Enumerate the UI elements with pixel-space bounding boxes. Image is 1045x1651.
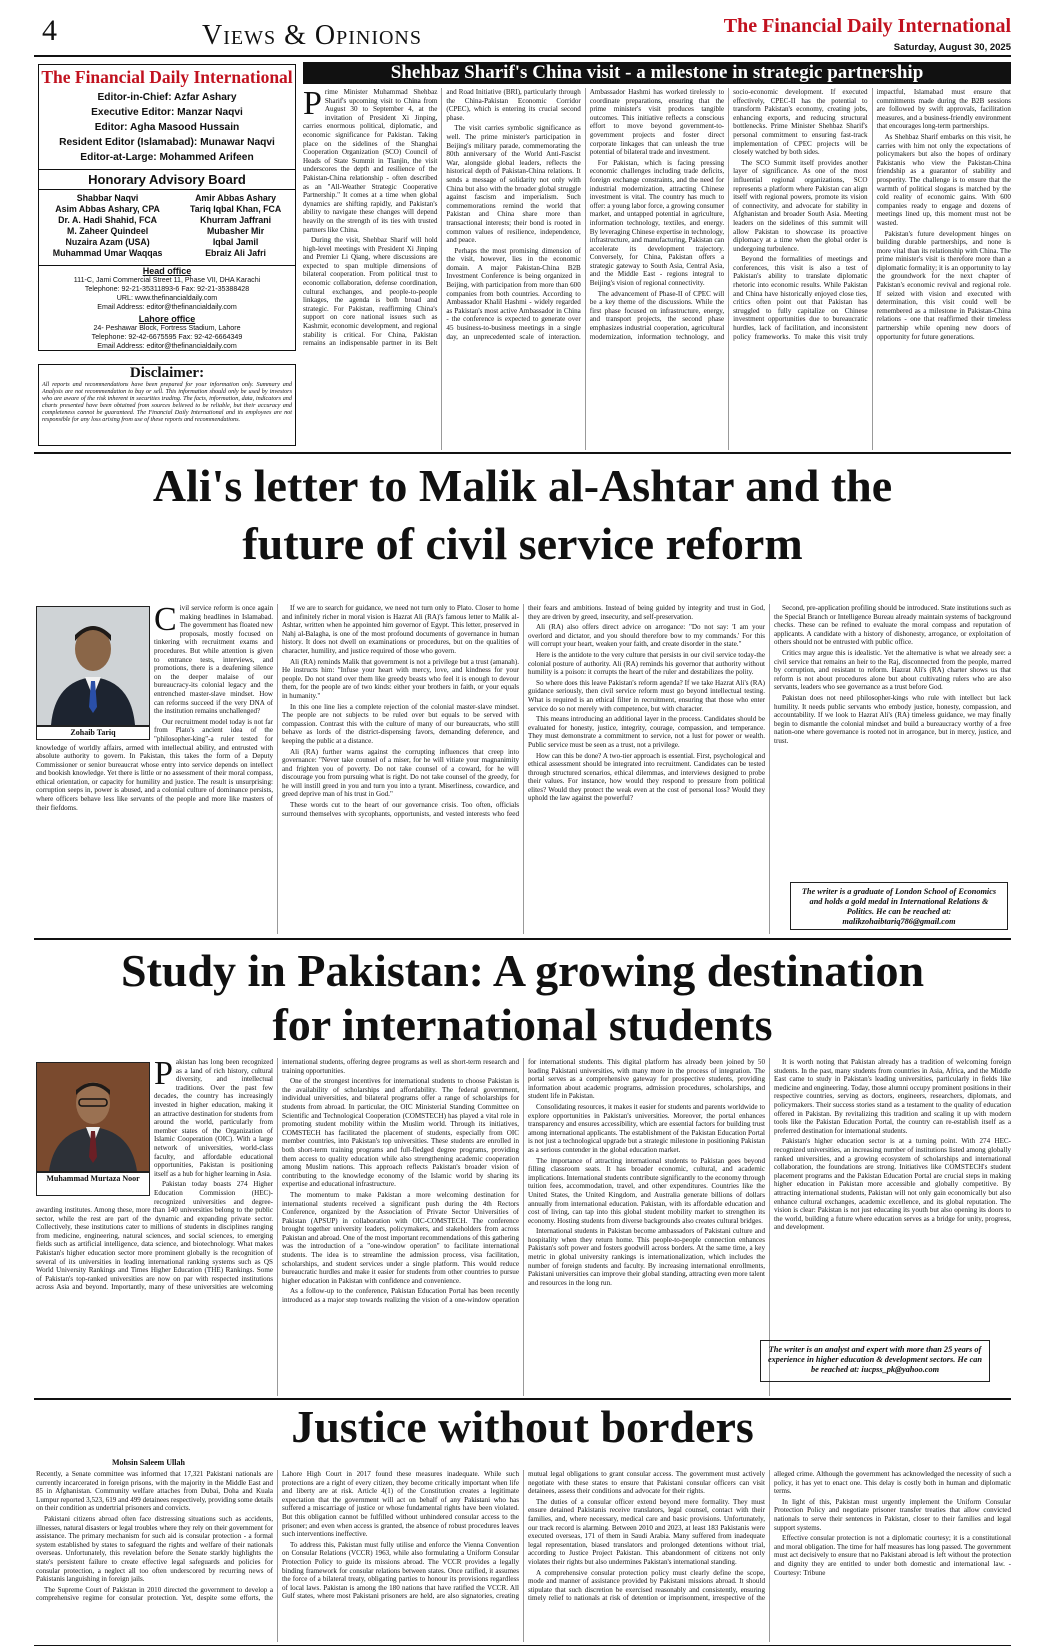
paragraph-text: How can this be done? A two-tier approach is essential. First, psychological and ethical assessment should be integrated into recruitment. Candidates can be tested through structured scenarios, ethical dilemmas, and interviews designed to probe their values. For instance, how would they respond to pressure from political elites? Would they protect the weak even at the cost of personal loss? Would they uphold the law against the powerful? xyxy=(528,751,765,803)
paragraph-text: To address this, Pakistan must fully utilise and enforce the Vienna Convention on Consular Relations (VCCR) 1963, while also formulating a Uniform Consular Protection Policy to guide its missions abroad. The VCCR provides a legally binding framework for consular relations between states. Once ratified, it assumes the force of a bilateral treaty, obligating parties to honour its provisions regardless of local laws. Pakistan is among the 180 nations that have ratified the VCCR. All Gulf states, where most Pakistani prisoners are held, are also signatories, creating mutual legal obligations to grant consular access. The government must actively negotiate with these states to ensure that Pakistani consular officers can visit detainees, assess their conditions and advocate for their rights. xyxy=(282,1470,765,1601)
lahore-office-title: Lahore office xyxy=(138,314,196,324)
article-paragraph xyxy=(528,752,765,804)
paragraph-text: The duties of a consular officer extend beyond mere formality. They must ensure detained Pakistanis receive translators, legal counsel, contact with their families, and, where necessary, medical care and basic provisions. Unfortunately, our track record is alarming. Between 2010 and 2023, at least 183 Pakistanis were executed overseas, 171 of them in Saudi Arabia. Many suffered from inadequate legal representation, biased translators and prolonged detentions without trial, according to Justice Project Pakistan. This abandonment of citizens not only violates their rights but also undermines Pakistan's international standing. xyxy=(528,1497,765,1566)
office-box xyxy=(38,264,296,351)
paragraph-text: Pakistan today boasts 274 Higher Education Commission (HEC)-recognized universities and degree-awarding institutes. Among these, more than 140 universities belong to the public sector, while the rest are part of the dynamic and expanding private sector. Collectively, these institutions cater to millions of students in disciplines ranging from medicine, engineering, natural sciences, and social sciences, to emerging fields such as artificial intelligence, data science, and biotechnology. What makes Pakistan's higher education sector more prominent globally is the recognition of several of its universities in leading international ranking systems such as QS World University Rankings and Times Higher Education (THE) Rankings. Some of Pakistan's top-ranked universities are now on par with respected institutions across Asia and beyond. Importantly, many of these universities are welcoming international students, offering degree programs as well as short-term research and training opportunities. xyxy=(36,1058,519,1292)
paragraph-text: Here is the antidote to the very culture that persists in our civil service today-the colonial posture of authority. Ali (RA) reminds his governor that authority without humility is a poison: it corrupts the heart of the ruler and destabilizes the polity. xyxy=(528,650,765,677)
paragraph-text: Pakistan does not need philosopher-kings who rule with intellect but lack humility. It needs public servants who embody justice, honesty, compassion, and accountability. If we look to Hazrat Ali's (RA) timeless guidance, we may finally begin to dismantle the colonial mindset and build a bureaucracy worthy of a free nation-one where governance is rooted not in arrogance, but in mercy, justice, and trust. xyxy=(774,693,1011,745)
editor-line: Resident Editor (Islamabad): Munawar Naqvi xyxy=(59,137,275,148)
article-paragraph xyxy=(528,1227,765,1287)
bio-spacer xyxy=(774,1234,1011,1290)
office-line: URL: www.thefinancialdaily.com xyxy=(116,294,218,302)
paragraph-text: rime Minister Muhammad Shehbaz Sharif's upcoming visit to China from August 30 to September 4, at the invitation of President Xi Jinping, carries enormous political, diplomatic, and economic significance for Pakistan. Taking place on the sidelines of the Shanghai Cooperation Organization (SCO) Council of Heads of State Summit in Tianjin, the visit underscores the depth and resilience of the Pakistan-China relationship - often described as an "All-Weather Strategic Cooperative Partnership." It comes at a time when global dynamics are shifting rapidly, and Pakistan's ability to navigate these changes will depend heavily on the strength of its ties with trusted partners like China. xyxy=(303,88,438,234)
paragraph-text: Pakistani citizens abroad often face distressing situations such as accidents, illnesses, natural disasters or legal troubles where they rely on their government for assistance. The primary mechanism for such aid is consular protection - a formal system established by states to safeguard the rights and welfare of their nationals overseas. Unfortunately, this revelation before the Senate starkly highlights the state's persistent failure to create effective legal safeguards and policies for consular protection, a neglect all too often underscored by recurring news of Pakistanis languishing in foreign jails. xyxy=(36,1514,273,1584)
article-paragraph xyxy=(528,1157,765,1226)
article-paragraph xyxy=(303,88,437,234)
article3-title-line2: for international students xyxy=(272,999,773,1050)
advisory-left-column xyxy=(53,193,163,259)
article4-byline: Mohsin Saleem Ullah xyxy=(112,1458,185,1467)
paragraph-text: International students in Pakistan become ambassadors of Pakistani culture and hospitality when they return home. This people-to-people connection enhances Pakistan's soft power and fosters goodwill across borders. At the same time, a key metric in global university rankings is internationalization, which includes the number of foreign students and faculty. By increasing international enrollments, Pakistani universities can improve their global standing, attracting even more talent and resources in the long run. xyxy=(528,1227,765,1287)
paragraph-text: Our recruitment model today is not far from Plato's ancient idea of the "philosopher-king"-a ruler tested for knowledge of worldly affairs, armed with intellectual ability, and entrusted with absolute authority to govern. In Pakistan, this takes the form of a Deputy Commissioner or senior bureaucrat whose entry into service depends on intellect and bookish knowledge. Yet there is little or no assessment of their moral compass, ethical orientation, or capacity for humility and justice. The result is unsurprising: corruption seeps in, power is abused, and a colonial culture of dominance persists, where officers behave less like servants of the people and more like masters of their fiefdoms. xyxy=(36,717,273,812)
article-paragraph xyxy=(590,159,724,288)
paragraph-text: The Supreme Court of Pakistan in 2010 directed the government to develop a comprehensive regime for consular protection. Yet, despite some efforts, the Lahore High Court in 2017 found these measures inadequate. While such protections are a right of every citizen, they become critically important when life and liberty are at risk. Article 4(1) of the Constitution creates a legitimate expectation that the government will act on behalf of any Pakistani who has suffered a miscarriage of justice or whose fundamental rights have been violated. But this obligation cannot be fulfilled without unhindered consular access to the prisoner; and even when access is granted, the absence of robust procedures leaves such interventions ineffective. xyxy=(36,1470,519,1603)
author-caption-murtaza: Muhammad Murtaza Noor xyxy=(36,1172,150,1196)
office-line: Email Address: editor@thefinancialdaily.com xyxy=(97,303,237,311)
article-paragraph xyxy=(446,124,580,244)
article-paragraph xyxy=(774,1498,1011,1532)
paragraph-text: Effective consular protection is not a diplomatic courtesy; it is a constitutional and moral obligation. The time for half measures has long passed. The government must act decisively to ensure that no Pakistani abroad is left without the protection and dignity they are entitled to under both domestic and international law. -Courtesy: Tribune xyxy=(774,1534,1011,1577)
sidebar-paper-name: The Financial Daily International xyxy=(41,67,293,87)
article-paragraph xyxy=(36,1470,273,1513)
paragraph-text: In this one line lies a complete rejection of the colonial master-slave mindset. The people are not subjects to be ruled over but equals to be served with compassion. Contrast this with the culture of many of our bureaucrats, who still behave as lords of the district-dispensing favors, demanding deference, and keeping the public at a distance. xyxy=(282,702,519,745)
photo-spacer xyxy=(36,1058,154,1198)
article-paragraph xyxy=(282,658,519,701)
paragraph-text: The SCO Summit itself provides another layer of significance. As one of the most influential regional organizations, SCO represents a platform where Pakistan can align itself with regional powers, promote its vision of connectivity, and advocate for stability in Afghanistan and broader South Asia. Meeting leaders on the sidelines of this summit will allow Pakistan to showcase its proactive diplomacy at a time when the global order is undergoing turbulence. xyxy=(733,158,868,253)
article-paragraph xyxy=(282,1191,519,1286)
article-paragraph xyxy=(36,1515,273,1584)
bio-spacer xyxy=(774,748,1011,804)
article3-bio: The writer is an analyst and expert with more than 25 years of experience in higher education & development sectors. He can be reached at: iucpss_pk@yahoo.com xyxy=(760,1340,990,1382)
article-paragraph xyxy=(528,623,765,649)
paragraph-text: Pakistan's future development hinges on building durable partnerships, and none is more vital than its relationship with China. The prime minister's visit is therefore more than a diplomatic formality; it is an opportunity to lay the groundwork for the next chapter of Pakistan's economic revival and regional role. If seized with vision and executed with determination, this visit could well be remembered as a milestone in Pakistan-China relations - one that reaffirmed their timeless partnership while opening new doors of opportunity for future generations. xyxy=(876,229,1011,341)
paragraph-text: The momentum to make Pakistan a more welcoming destination for international students received a significant push during the 4th Rectors Conference, organized by the Association of Private Sector Universities of Pakistan (APSUP) in collaboration with OIC-COMSTECH. The conference brought together university leaders, policymakers, and stakeholders from across Pakistan and abroad. One of the most important recommendations of this gathering was the introduction of a "one-window operation" to facilitate international students. The idea is to streamline the admission process, visa facilitation, scholarships, and student services under a single platform. This would reduce bureaucratic hurdles and make it easier for students from other countries to pursue higher education in Pakistan with confidence and convenience. xyxy=(282,1190,519,1285)
article-paragraph xyxy=(282,748,519,800)
paragraph-text: As a follow-up to the conference, Pakistan Education Portal has been recently introduced as a major step towards realizing the vision of a one-window operation for international students. This digital platform has already been joined by 50 leading Pakistani universities, with many more in the process of integration. The portal serves as a comprehensive gateway for prospective students, providing information about academic programs, admission procedures, scholarships, and student life in Pakistan. xyxy=(282,1058,765,1305)
article-paragraph xyxy=(528,651,765,677)
paragraph-text: Critics may argue this is idealistic. Yet the alternative is what we already see: a civil service that remains an heir to the Raj, disconnected from the people, marred by corruption, and resistant to reform. Hazrat Ali's (RA) charter shows us that reform is not about procedures alone but about cultivating rulers who are also servants, leaders who see governance as a trust before God. xyxy=(774,648,1011,692)
head-office-title: Head office xyxy=(142,266,192,276)
article-paragraph xyxy=(282,1077,519,1189)
article2-title-line1: Ali's letter to Malik al-Ashtar and the xyxy=(152,460,893,511)
editorial-box xyxy=(38,64,296,266)
advisory-member: Tariq Iqbal Khan, FCA xyxy=(189,204,282,214)
office-line: Email Address: editor@thefinancialdaily.com xyxy=(97,342,237,350)
masthead-paper-name: The Financial Daily International xyxy=(723,15,1011,37)
paragraph-text: The importance of attracting international students to Pakistan goes beyond filling classroom seats. It has broader economic, cultural, and academic implications. International students contribute significantly to the economy through tuition fees, accommodation, travel, and other expenditures. Countries like the United States, the United Kingdom, and Australia generate billions of dollars annually from international education. Pakistan, with its affordable education and cost of living, can tap into this global student mobility market to strengthen its economy. Hosting students from diverse backgrounds also creates cultural bridges. xyxy=(528,1156,765,1225)
article-paragraph xyxy=(774,694,1011,746)
paragraph-text: This means introducing an additional layer in the process. Candidates should be evaluated for honesty, justice, integrity, courage, compassion, and temperance. They must demonstrate a commitment to service, not a lust for power or wealth. Public service must be seen as a trust, not a privilege. xyxy=(528,715,765,749)
section-title: Views & Opinions xyxy=(202,20,422,51)
article3-title-line1: Study in Pakistan: A growing destination xyxy=(120,945,925,996)
advisory-member: Mubasher Mir xyxy=(206,226,265,236)
drop-cap: P xyxy=(303,88,322,122)
paragraph-text: ivil service reform is once again making headlines in Islamabad. The government has floated new proposals, mostly focused on tinkering with recruitment exams and procedures. But while attention is given to entrance tests, interviews, and promotions, there is a deafening silence on the deeper malaise of our bureaucracy-its colonial legacy and the entrenched master-slave mindset. How can reforms succeed if the very DNA of the institution remains unchallenged? xyxy=(154,604,273,716)
article4-title: Justice without borders xyxy=(291,1401,754,1452)
disclaimer-box xyxy=(38,364,296,446)
article2-title-line2: future of civil service reform xyxy=(242,518,803,569)
paragraph-text: It is worth noting that Pakistan already has a tradition of welcoming foreign students. In the past, many students from countries in Asia, Africa, and the Middle East came to study in Pakistan's leading universities, particularly in fields like medicine and engineering. Today, those alumni occupy prominent positions in their respective countries, serving as doctors, engineers, researchers, diplomats, and policymakers. Their success stories stand as a testament to the quality of education offered in Pakistan. By revitalizing this tradition and scaling it up with modern tools like the Pakistan Education Portal, the country can re-establish itself as a preferred destination for international students. xyxy=(774,1058,1011,1135)
paragraph-text: Ali (RA) reminds Malik that government is not a privilege but a trust (amanah). He instructs him: "Infuse your heart with mercy, love, and kindness for your people. Do not stand over them like greedy beasts who feel it is enough to devour them, for the people are of two kinds: either your brothers in faith, or your equals in humanity." xyxy=(282,657,519,700)
article-paragraph xyxy=(528,1498,765,1567)
article-paragraph xyxy=(528,1103,765,1155)
office-line: Telephone: 92-42-6675595 Fax: 92-42-6664349 xyxy=(91,333,243,341)
advisory-member: Khurram Jaffrani xyxy=(200,215,272,225)
advisory-member: Ebraiz Ali Jafri xyxy=(205,248,266,258)
article-paragraph xyxy=(282,604,519,656)
masthead-date: Saturday, August 30, 2025 xyxy=(893,42,1011,53)
lahore-office-lines xyxy=(39,324,295,351)
advisory-member: Asim Abbas Ashary, CPA xyxy=(55,204,160,214)
paragraph-text: Ali (RA) further warns against the corrupting influences that creep into governance: "Never take counsel of a miser, for he will vitiate your magnanimity and frighten you of poverty. Do not take counsel of a coward, for he will discourage you from pursuing what is right. Do not take counsel of the greedy, for he will instill greed in you and turn you into a tyrant. Miserliness, cowardice, and greed deprive man of his trust in God." xyxy=(282,747,519,799)
editor-line: Editor: Agha Masood Hussain xyxy=(94,122,240,133)
editor-line: Editor-at-Large: Mohammed Arifeen xyxy=(80,152,254,163)
office-line: 111-C, Jami Commercial Street 11, Phase VII, DHA Karachi xyxy=(73,276,261,284)
article-paragraph xyxy=(733,159,867,254)
disclaimer-text: All reports and recommendations have been prepared for your information only. Summary and Analysis are not recommendation to buy or sell. This information should only be used by investors who are aware of the risk inherent in securities trading. The facts, information, data, indicators and charts presented have been obtained from sources believed to be reliable, but their accuracy and completeness cannot be guaranteed. The Financial Daily International and its employees are not responsible for any loss arising from use of these reports and recommendations. xyxy=(42,381,292,424)
masthead-rule xyxy=(34,55,1011,57)
article-paragraph xyxy=(877,133,1011,228)
head-office-lines xyxy=(39,276,295,312)
editor-list xyxy=(39,90,295,165)
author-caption-zohaib: Zohaib Tariq xyxy=(36,726,150,740)
advisory-member: M. Zaheer Quindeel xyxy=(67,226,149,236)
paragraph-text: Second, pre-application profiling should be introduced. State institutions such as the Special Branch or Intelligence Bureau already maintain systems of background checks. These can be refined to evaluate the moral compass and reputation of applicants. A candidate with a history of dishonesty, arrogance, or exploitation of others should not be entrusted with public office. xyxy=(774,604,1011,647)
editor-line: Executive Editor: Manzar Naqvi xyxy=(91,107,243,118)
paragraph-text: The visit carries symbolic significance as well. The prime minister's participation in Beijing's military parade, commemorating the 80th anniversary of the World Anti-Fascist War, alongside global leaders, reflects the historical depth of Pakistan-China relations. It sends a message of solidarity not only with China but also with the broader global struggle against fascism and imperialism. Such commemorations remind the world that Pakistan and China share more than transactional interests; their bond is rooted in common values of resilience, independence, and peace. xyxy=(446,124,581,245)
paragraph-text: Consolidating resources, it makes it easier for students and parents worldwide to explore opportunities in Pakistan's universities. Moreover, the portal enhances transparency and ensures accessibility, which are essential factors for building trust among international applicants. The establishment of the Pakistan Education Portal is not just a technological upgrade but a strategic milestone in positioning Pakistan as a serious contender in the global education market. xyxy=(528,1102,765,1154)
paragraph-text: So where does this leave Pakistan's reform agenda? If we take Hazrat Ali's (RA) guidance seriously, then civil service reform must go beyond intellectual testing. What is required is an ethical filter in recruitment, ensuring that those who enter service do so not merely with competence, but with character. xyxy=(528,678,765,713)
article-paragraph xyxy=(528,679,765,713)
editor-line: Editor-in-Chief: Azfar Ashary xyxy=(97,92,237,103)
article1-title: Shehbaz Sharif's China visit - a milestone in strategic partnership xyxy=(390,62,924,83)
advisory-member: Muhammad Umar Waqqas xyxy=(52,248,163,258)
article-paragraph xyxy=(282,703,519,746)
article2-bio: The writer is a graduate of London School of Economics and holds a gold medal in International Relations & Politics. He can be reached at: malikzohaibtariq786@gmail.com xyxy=(790,882,1008,930)
paragraph-text: A comprehensive consular protection policy must clearly define the scope, mode and manner of assistance provided by Pakistani missions abroad. It should stipulate that such discretion be exercised reasonably and consistently, ensuring timely relief to nationals at risk of detention or imprisonment, irrespective of the alleged crime. Although the government has acknowledged the necessity of such a policy, it has yet to enact one. This delay is costly both in human and diplomatic terms. xyxy=(528,1470,1011,1603)
office-line: 24- Peshawar Block, Fortress Stadium, Lahore xyxy=(93,324,241,332)
advisory-member: Iqbal Jamil xyxy=(212,237,259,247)
paragraph-text: Beyond the formalities of meetings and conferences, this visit is also a test of Pakistan's ability to translate diplomatic rhetoric into economic results. While Pakistan and China have historically enjoyed close ties, critics often point out that Pakistan has struggled to fully capitalize on Chinese investment opportunities due to bureaucratic hurdles, lack of facilitation, and inconsistent policy frameworks. To make this visit truly impactful, Islamabad must ensure that commitments made during the B2B sessions are followed by swift approvals, facilitation measures, and a business-friendly environment that encourages long-term partnerships. xyxy=(733,88,1011,341)
paragraph-text: For Pakistan, which is facing pressing economic challenges including trade deficits, foreign exchange constraints, and the need for industrial modernization, attracting Chinese investment is vital. The country has much to offer: a young labor force, a growing consumer market, and untapped potential in agriculture, information technology, textiles, and energy. By leveraging Chinese expertise in technology, infrastructure, and manufacturing, Pakistan can accelerate its development trajectory. Conversely, for China, Pakistan offers a strategic gateway to South Asia, Central Asia, and the Middle East - regions integral to Beijing's vision of regional connectivity. xyxy=(589,158,725,288)
paragraph-text: In light of this, Pakistan must urgently implement the Uniform Consular Protection Policy and negotiate prisoner transfer treaties that allow convicted nationals to serve their sentences in Pakistan, closer to their families and legal support systems. xyxy=(774,1497,1011,1532)
paragraph-text: Recently, a Senate committee was informed that 17,321 Pakistani nationals are currently incarcerated in foreign prisons, with the majority in the Middle East and 85 in Afghanistan. Community welfare attaches from Dubai, Doha and Kuala Lumpur reported 3,523, 619 and 499 detainees respectively, providing some details on their condition as undertrial prisoners and convicts. xyxy=(36,1470,273,1513)
page-bottom-rule xyxy=(34,1645,1011,1646)
article-paragraph xyxy=(774,1058,1011,1135)
article-paragraph xyxy=(528,715,765,749)
article1-body xyxy=(303,88,1011,450)
paragraph-text: One of the strongest incentives for international students to choose Pakistan is the availability of scholarships and affordability. The federal government, individual universities, and bilateral programs offer a range of scholarships for students from abroad. In particular, the OIC Ministerial Standing Committee on Scientific and Technological Cooperation (COMSTECH) has played a vital role in promoting student mobility within the Muslim world. Through its initiatives, COMSTECH has facilitated the placement of students, especially from OIC member countries, into Pakistan's top universities. These students are enrolled in both short-term training programs and full-fledged degree programs, providing them access to quality education while also strengthening academic cooperation among Muslim nations. This approach reflects Pakistan's broader vision of contributing to the knowledge economy of the Islamic world by sharing its expertise and educational infrastructure. xyxy=(282,1077,519,1189)
rule-2 xyxy=(34,938,1011,940)
advisory-member: Shabbar Naqvi xyxy=(76,193,139,203)
article-paragraph xyxy=(877,230,1011,342)
paragraph-text: akistan has long been recognized as a land of rich history, cultural diversity, and intellectual traditions. Over the past few decades, the country has increasingly invested in higher education, making it an attractive destination for students from around the world, particularly from member states of the Organization of Islamic Cooperation (OIC). With a large network of universities, world-class faculty, and affordable educational opportunities, Pakistan is positioning itself as a hub for higher learning in Asia. xyxy=(154,1058,273,1178)
drop-cap: C xyxy=(154,604,177,638)
paragraph-text: If we are to search for guidance, we need not turn only to Plato. Closer to home and infinitely richer in moral vision is Hazrat Ali (RA)'s famous letter to Malik al-Ashtar, written when he appointed him governor of Egypt. This letter, preserved in Nahj al-Balagha, is one of the most profound documents of governance in human history. It does not dwell on examinations or procedures, but on the qualities of character, humility, and justice required of those who govern. xyxy=(282,604,519,655)
advisory-member: Amir Abbas Ashary xyxy=(195,193,277,203)
paragraph-text: The advancement of Phase-II of CPEC will be a key theme of the discussions. While the first phase focused on infrastructure, energy, and transport projects, the second phase emphasizes industrial cooperation, agricultural modernization, information technology, and socio-economic development. If executed effectively, CPEC-II has the potential to transform Pakistan's economy, creating jobs, enhancing exports, and reducing structural bottlenecks. Prime Minister Shehbaz Sharif's personal commitment to ensuring fast-track implementation of CPEC projects will be closely watched by both sides. xyxy=(589,88,868,341)
photo-spacer xyxy=(36,604,154,742)
article4-body xyxy=(36,1470,1011,1642)
article-paragraph xyxy=(774,1534,1011,1577)
paragraph-text: These words cut to the heart of our governance crisis. Too often, officials surround themselves with sycophants, opportunists, and vested interests who feed their fears and ambitions. Instead of being guided by integrity and trust in God, they are driven by greed, insecurity, and self-preservation. xyxy=(282,604,765,818)
disclaimer-title: Disclaimer: xyxy=(129,365,205,381)
article-paragraph xyxy=(774,649,1011,692)
paragraph-text: During the visit, Shehbaz Sharif will hold high-level meetings with President Xi Jinping and Premier Li Qiang, where discussions are expected to span multiple dimensions of bilateral cooperation. From political trust to economic collaboration, defense coordination, cultural exchanges, and people-to-people linkages, the agenda is both broad and strategic. For Pakistan, reaffirming China's support on core national issues such as Kashmir, economic development, and regional stability is critical. For China, Pakistan remains an indispensable partner in its Belt and Road Initiative (BRI), particularly through the China-Pakistan Economic Corridor (CPEC), which is entering its crucial second phase. xyxy=(303,88,581,348)
paragraph-text: Pakistan's higher education sector is at a turning point. With 274 HEC-recognized universities, an increasing number of institutions listed among globally ranked universities, and a growing ecosystem of scholarships and international collaboration, the foundations are strong. Initiatives like COMSTECH's student placement programs and the Pakistan Education Portal are crucial steps in making higher education in Pakistan more accessible and globally competitive. By attracting international students, Pakistan will not only gain economically but also enhance cultural exchanges, academic excellence, and its global reputation. The vision is clear: Pakistan is not just educating its youth but also opening its doors to the world, building a future where education serves as a bridge for unity, progress, and development. xyxy=(774,1137,1011,1232)
advisory-member: Dr. A. Hadi Shahid, FCA xyxy=(58,215,158,225)
advisory-member: Nuzaira Azam (USA) xyxy=(65,237,150,247)
rule-1 xyxy=(34,452,1011,454)
article-paragraph xyxy=(774,1137,1011,1232)
page-number: 4 xyxy=(42,14,57,47)
drop-cap: P xyxy=(154,1058,173,1092)
office-line: Telephone: 92-21-35311893-6 Fax: 92-21-35388428 xyxy=(84,285,250,293)
paragraph-text: Perhaps the most promising dimension of the visit, however, lies in the economic domain. A major Pakistan-China B2B Investment Conference is being organized in Beijing, with participation from more than 600 companies from both countries. According to Ambassador Khalil Hashmi - widely regarded as Pakistan's most active Ambassador in China - the conference is expected to generate over 45 business-to-business meetings in a single day, an unprecedented scale of interaction. Ambassador Hashmi has worked tirelessly to coordinate preparations, ensuring that the prime minister's visit produces tangible outcomes. This initiative reflects a conscious effort to move beyond government-to-government projects and foster direct corporate linkages that can unleash the true potential of bilateral trade and investment. xyxy=(446,88,725,341)
advisory-board-title: Honorary Advisory Board xyxy=(88,172,246,187)
article-paragraph xyxy=(774,604,1011,647)
paragraph-text: Ali (RA) also offers direct advice on arrogance: "Do not say: 'I am your overlord and dictator, and you should therefore bow to my commands.' For this will corrupt your heart, weaken your faith, and create disorder in the state." xyxy=(528,623,765,649)
advisory-right-column xyxy=(190,193,281,259)
paragraph-text: As Shehbaz Sharif embarks on this visit, he carries with him not only the expectations of policymakers but also the hopes of ordinary Pakistanis who view the Pakistan-China friendship as a guarantor of stability and prosperity. The challenge is to ensure that the warmth of political slogans is matched by the cold reality of economic gains. With 600 companies ready to engage and dozens of meetings lined up, this moment must not be wasted. xyxy=(876,132,1011,227)
